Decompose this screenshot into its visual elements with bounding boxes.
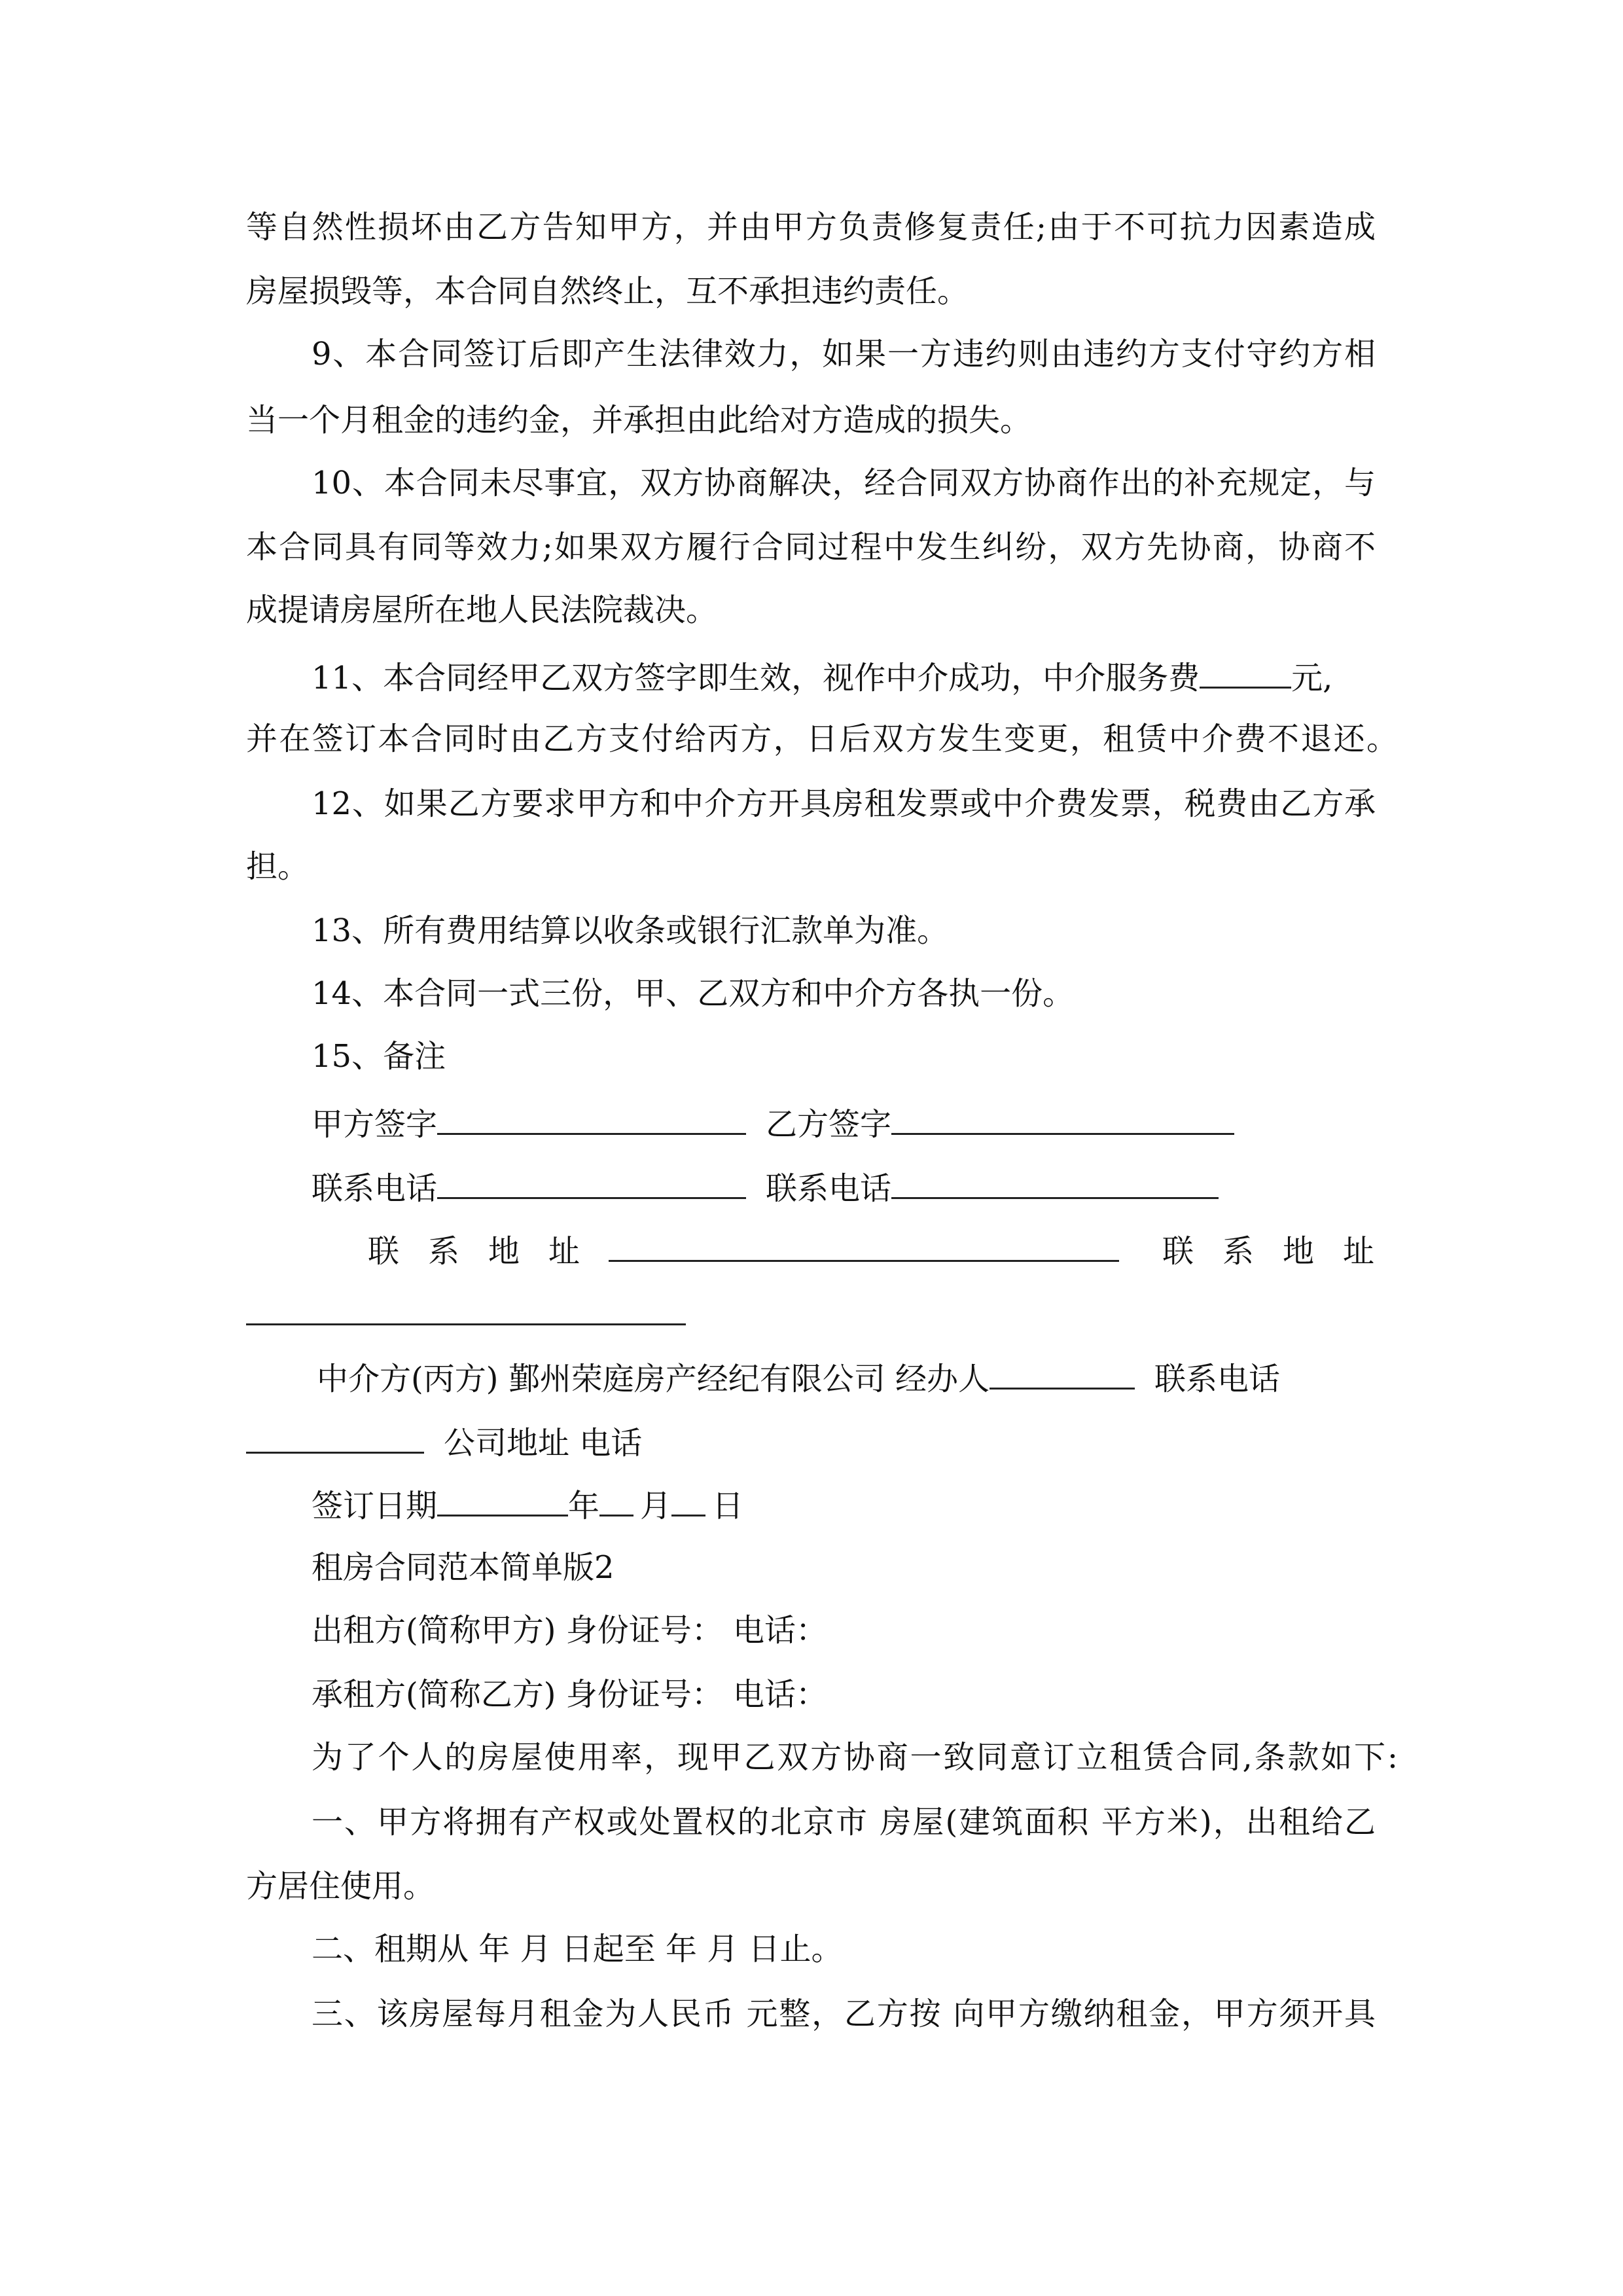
lessor-line: 出租方(简称甲方) 身份证号： 电话：	[312, 1612, 827, 1649]
year-blank	[437, 1483, 568, 1516]
address-a-label: 联系地址	[368, 1233, 609, 1270]
phone-row	[312, 1166, 1376, 1205]
agent-label: 中介方(丙方) 鄞州荣庭房产经纪有限公司 经办人	[317, 1361, 990, 1397]
day-label: 日	[712, 1488, 744, 1524]
lessee-line: 承租方(简称乙方) 身份证号： 电话：	[312, 1676, 827, 1713]
clause-3: 三、该房屋每月租金为人民币 元整，乙方按 向甲方缴纳租金，甲方须开具	[312, 1996, 1376, 2032]
paragraph-line: 成提请房屋所在地人民法院裁决。	[246, 592, 718, 628]
company-row	[246, 1420, 1376, 1460]
agent-phone-blank	[246, 1420, 424, 1454]
contract-2-title: 租房合同范本简单版2	[312, 1549, 615, 1586]
fee-blank	[1200, 655, 1291, 689]
phone-a-label: 联系电话	[312, 1170, 438, 1207]
party-a-sign-blank	[437, 1102, 746, 1135]
intro-line: 为了个人的房屋使用率，现甲乙双方协商一致同意订立租赁合同,条款如下:	[312, 1739, 1398, 1776]
address-row	[368, 1229, 1497, 1268]
paragraph-line: 并在签订本合同时由乙方支付给丙方，日后双方发生变更，租赁中介费不退还。	[246, 721, 1398, 757]
agent-blank	[990, 1356, 1135, 1390]
signature-row	[312, 1102, 1376, 1141]
agent-row	[317, 1356, 1376, 1395]
clause-9: 9、本合同签订后即产生法律效力，如果一方违约则由违约方支付守约方相	[312, 336, 1376, 372]
date-row	[312, 1483, 1376, 1522]
address-b-label: 联系地址	[1162, 1233, 1404, 1270]
clause-11-text: 11、本合同经甲乙双方签字即生效，视作中介成功，中介服务费	[312, 660, 1200, 696]
clause-1: 一、甲方将拥有产权或处置权的北京市 房屋(建筑面积 平方米)，出租给乙	[312, 1804, 1376, 1840]
clause-2: 二、租期从 年 月 日起至 年 月 日止。	[312, 1931, 843, 1967]
party-a-sign-label: 甲方签字	[312, 1106, 438, 1143]
phone-b-blank	[891, 1166, 1219, 1199]
day-blank	[671, 1483, 705, 1516]
paragraph-line: 当一个月租金的违约金，并承担由此给对方造成的损失。	[246, 402, 1032, 439]
paragraph-line: 担。	[246, 848, 310, 885]
clause-11	[312, 655, 1376, 694]
clause-13: 13、所有费用结算以收条或银行汇款单为准。	[312, 912, 949, 949]
paragraph-line: 方居住使用。	[246, 1868, 435, 1905]
party-b-sign-label: 乙方签字	[766, 1106, 892, 1143]
phone-b-label: 联系电话	[766, 1170, 892, 1207]
month-blank	[599, 1483, 633, 1516]
phone-a-blank	[437, 1166, 746, 1199]
clause-12: 12、如果乙方要求甲方和中介方开具房租发票或中介费发票，税费由乙方承	[312, 785, 1376, 822]
party-b-sign-blank	[891, 1102, 1234, 1135]
paragraph-line: 房屋损毁等，本合同自然终止，互不承担违约责任。	[246, 273, 969, 310]
address-b-blank	[246, 1323, 686, 1325]
date-label: 签订日期	[312, 1488, 438, 1524]
clause-15: 15、备注	[312, 1038, 446, 1075]
paragraph-line: 等自然性损坏由乙方告知甲方，并由甲方负责修复责任;由于不可抗力因素造成	[246, 209, 1376, 245]
clause-11-unit: 元,	[1291, 660, 1333, 696]
agent-phone-label: 联系电话	[1154, 1361, 1280, 1397]
address-a-blank	[609, 1229, 1119, 1262]
company-address-label: 公司地址 电话	[444, 1425, 643, 1462]
year-label: 年	[568, 1488, 600, 1524]
clause-14: 14、本合同一式三份，甲、乙双方和中介方各执一份。	[312, 975, 1075, 1012]
paragraph-line: 本合同具有同等效力;如果双方履行合同过程中发生纠纷，双方先协商，协商不	[246, 529, 1376, 565]
month-label: 月	[640, 1488, 672, 1524]
clause-10: 10、本合同未尽事宜，双方协商解决，经合同双方协商作出的补充规定，与	[312, 465, 1376, 501]
